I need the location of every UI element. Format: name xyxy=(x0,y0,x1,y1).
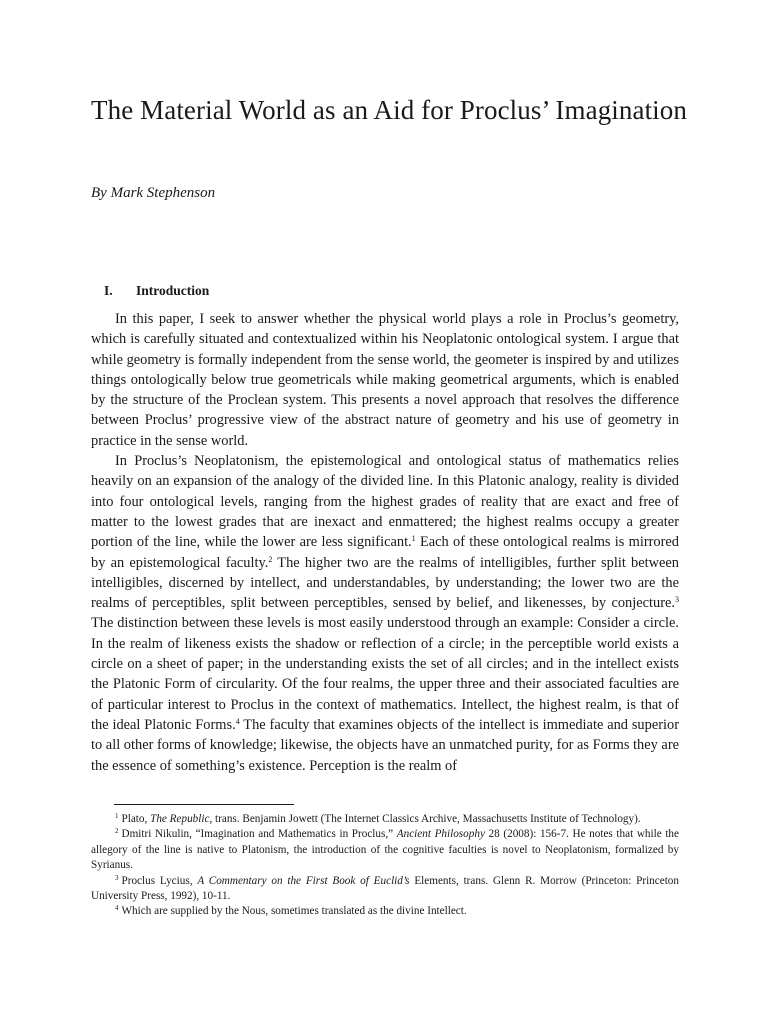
footnote-1-mark: 1 xyxy=(115,812,119,820)
footnote-ref-1[interactable]: 1 xyxy=(411,534,416,544)
footnote-4 xyxy=(91,904,679,919)
footnote-3-mark: 3 xyxy=(115,873,119,882)
paragraph-2-text-e: The faculty that examines objects of the intellect is immediate and superior to all other forms of knowledge; likewise, the objects have an unmatched purity, for as Forms they are the essence of something’s existence. Perception is the realm of xyxy=(91,716,679,774)
author-byline: By Mark Stephenson xyxy=(91,185,216,201)
footnotes xyxy=(91,812,679,920)
section-number: I. xyxy=(104,283,113,298)
footnote-1 xyxy=(91,812,679,827)
footnote-2-post: 28 (2008): 156-7. He notes that while the allegory of the line is native to Platonism, the introduction of the cognitive faculties is novel to Neoplatonism, formalized by Syrianus. xyxy=(91,828,679,872)
footnote-3-title: A Commentary on the First Book of Euclid’s xyxy=(197,874,410,887)
footnote-1-title: The Republic xyxy=(150,813,210,825)
footnote-ref-3[interactable]: 3 xyxy=(675,595,679,605)
footnote-3-post: Elements, trans. Glenn R. Morrow (Princeton: Princeton University Press, 1992), 10-11. xyxy=(91,874,679,903)
footnote-ref-2[interactable]: 2 xyxy=(268,554,273,564)
footnote-divider xyxy=(114,804,294,805)
body-text xyxy=(91,309,679,776)
footnote-3-pre: Proclus Lycius, xyxy=(121,874,198,887)
paragraph-1: In this paper, I seek to answer whether the physical world plays a role in Proclus’s geometry, which is carefully situated and contextualized within his Neoplatonic ontological system. I argue that while geometry is formally independent from the sense world, the geometer is inspired by and utilizes things ontologically below true geometricals while making geometrical arguments, which is enabled by the structure of the Proclean system. This presents a novel approach that resolves the difference between Proclus’ progressive view of the abstract nature of geometry and his use of geometry in practice in the sense world. xyxy=(91,311,679,449)
footnote-ref-4[interactable]: 4 xyxy=(235,716,240,726)
footnote-4-text: Which are supplied by the Nous, sometimes translated as the divine Intellect. xyxy=(121,905,467,918)
section-title: Introduction xyxy=(136,283,210,298)
footnote-2-pre: Dmitri Nikulin, “Imagination and Mathematics in Proclus,” xyxy=(121,828,397,841)
section-heading xyxy=(104,283,209,299)
paper-title: The Material World as an Aid for Proclus’ Imagination xyxy=(91,95,687,125)
footnote-1-pre: Plato, xyxy=(121,813,151,825)
paragraph-2-text-d: The distinction between these levels is most easily understood through an example: Consider a circle. In the realm of likeness exists the shadow or reflection of a circle; in the perceptible world exists a circle on a sheet of paper; in the understanding exists the set of all circles; and in the intellect exists the Platonic Form of circularity. Of the four realms, the upper three and their associated faculties are of particular interest to Proclus in the context of mathematics. Intellect, the highest realm, is that of the ideal Platonic Forms. xyxy=(91,615,679,733)
footnote-2 xyxy=(91,827,679,873)
footnote-3 xyxy=(91,874,679,905)
footnote-2-mark: 2 xyxy=(115,827,119,836)
footnote-1-post: , trans. Benjamin Jowett (The Internet Classics Archive, Massachusetts Institute of Technology). xyxy=(209,813,641,825)
paragraph-2-text-a: In Proclus’s Neoplatonism, the epistemological and ontological status of mathematics relies heavily on an expansion of the analogy of the divided line. In this Platonic analogy, reality is divided into four ontological levels, ranging from the highest grades of reality that are exact and free of matter to the lowest grades that are inexact and enmattered; the highest realms occupy a greater portion of the line, while the lower are less significant. xyxy=(91,453,679,551)
paragraph-2 xyxy=(91,451,679,776)
paragraph-2-text-b: Each of these ontological realms is mirrored by an epistemological faculty. xyxy=(91,534,680,571)
paragraph-2-text-c: The higher two are the realms of intelligibles, further split between intelligibles, discerned by intellect, and understandables, by understanding; the lower two are the realms of perceptibles, split between perceptibles, sensed by belief, and likenesses, by conjecture. xyxy=(91,554,679,612)
footnote-4-mark: 4 xyxy=(115,904,119,913)
footnote-2-title: Ancient Philosophy xyxy=(396,828,485,841)
